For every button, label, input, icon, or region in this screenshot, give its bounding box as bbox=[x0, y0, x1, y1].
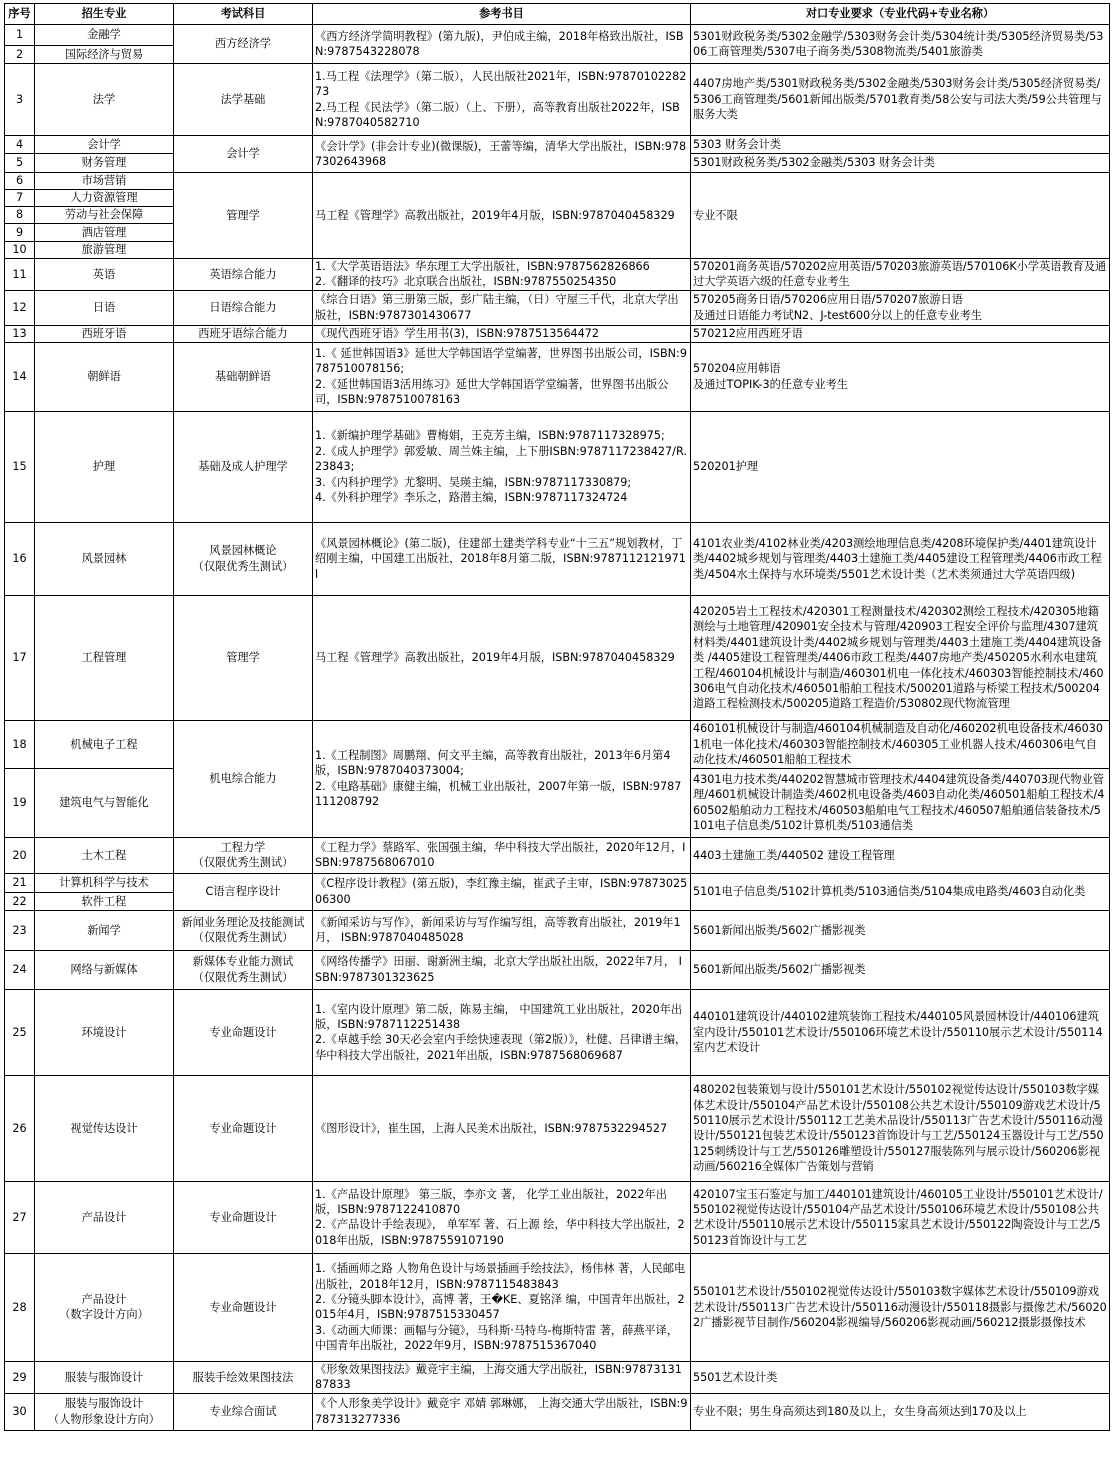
table-body bbox=[5, 25, 1110, 1431]
table-row bbox=[5, 136, 1110, 154]
row-number: 10 bbox=[5, 242, 35, 259]
subject-cell-line: （仅限优秀生测试） bbox=[192, 970, 294, 984]
subject-cell-line: 西方经济学 bbox=[215, 37, 271, 51]
requirement-cell-line: 专业不限；男生身高须达到180及以上，女生身高须达到170及以上 bbox=[693, 1404, 1027, 1418]
books-cell-line: 《现代西班牙语》学生用书(3)，ISBN:9787513564472 bbox=[315, 327, 600, 341]
subject-cell bbox=[174, 290, 313, 325]
row-number: 7 bbox=[5, 190, 35, 207]
table-row bbox=[5, 837, 1110, 873]
row-number: 15 bbox=[5, 411, 35, 522]
major-cell-line: 财务管理 bbox=[81, 156, 127, 170]
subject-cell bbox=[174, 325, 313, 342]
requirement-cell-line: 4301电力技术类/440202智慧城市管理技术/4404建筑设备类/440703现代物业管理/4601机械设计制造类/4602机电设备类/4603自动化类/460501船舶工程技术/460502船舶动力工程技术/460503船舶电气工程技术/460507船舶通信装备技术/5101电子信息类/5102计算机类/5103通信类 bbox=[693, 773, 1105, 833]
subject-cell-line: 专业综合面试 bbox=[209, 1404, 277, 1418]
major-cell bbox=[35, 873, 174, 892]
subject-cell-line: 专业命题设计 bbox=[209, 1210, 277, 1224]
subject-cell bbox=[174, 64, 313, 136]
requirement-cell bbox=[691, 522, 1110, 595]
subject-cell-line: 日语综合能力 bbox=[209, 301, 277, 315]
requirement-cell bbox=[691, 720, 1110, 768]
table-row bbox=[5, 910, 1110, 950]
subject-cell bbox=[174, 1393, 313, 1430]
books-cell-line: 2.《成人护理学》郭爱敏、周兰姝主编，上下册ISBN:9787117238427/R.23843; bbox=[315, 444, 687, 474]
requirement-cell-line: 570205商务日语/570206应用日语/570207旅游日语 bbox=[693, 293, 963, 307]
major-cell-line: 机械电子工程 bbox=[70, 737, 138, 751]
subject-cell-line: 英语综合能力 bbox=[209, 267, 277, 281]
subject-cell-line: 新媒体专业能力测试 bbox=[192, 955, 294, 969]
table-row bbox=[5, 325, 1110, 342]
table-row bbox=[5, 1181, 1110, 1253]
requirement-cell-line: 570201商务英语/570202应用英语/570203旅游英语/570106K小学英语教育及通过大学英语六级的任意专业考生 bbox=[693, 260, 1107, 289]
books-cell-line: 1.《 延世韩国语3》延世大学韩国语学堂编著，世界图书出版公司，ISBN:9787510078156; bbox=[315, 347, 687, 376]
books-cell-line: 1.《新编护理学基础》曹梅娟，王克芳主编，ISBN:9787117328975; bbox=[315, 429, 665, 443]
books-cell-line: 《网络传播学》田丽、谢新洲主编，北京大学出版社出版，2022年7月， ISBN:9787301323625 bbox=[315, 955, 682, 984]
row-number: 18 bbox=[5, 720, 35, 768]
requirement-cell bbox=[691, 910, 1110, 950]
books-cell bbox=[313, 173, 691, 259]
row-number: 30 bbox=[5, 1393, 35, 1430]
row-number: 8 bbox=[5, 207, 35, 224]
row-number: 24 bbox=[5, 950, 35, 989]
row-number: 9 bbox=[5, 224, 35, 242]
row-number: 17 bbox=[5, 595, 35, 720]
subject-cell-line: （仅限优秀生测试） bbox=[192, 856, 294, 870]
subject-cell-line: C语言程序设计 bbox=[205, 885, 281, 899]
requirement-cell-line: 4407房地产类/5301财政税务类/5302金融类/5303财务会计类/5305经济贸易类/5306工商管理类/5601新闻出版类/5701教育类/58公安与司法大类/59公共管理与服务大类 bbox=[693, 77, 1102, 122]
row-number: 27 bbox=[5, 1181, 35, 1253]
books-cell-line: 1.马工程《法理学》（第二版），人民出版社2021年，ISBN:9787010228273 bbox=[315, 69, 687, 99]
books-cell bbox=[313, 136, 691, 173]
subject-cell-line: 专业命题设计 bbox=[209, 1121, 277, 1135]
major-cell bbox=[35, 173, 174, 190]
major-cell-line: 风景园林 bbox=[81, 552, 127, 566]
requirement-cell-line: 专业不限 bbox=[693, 208, 738, 222]
major-cell bbox=[35, 342, 174, 411]
books-cell bbox=[313, 989, 691, 1075]
subject-cell-line: 服装手绘效果图技法 bbox=[192, 1370, 294, 1384]
subject-cell bbox=[174, 173, 313, 259]
major-cell bbox=[35, 207, 174, 224]
requirement-cell bbox=[691, 154, 1110, 173]
subject-cell-line: 工程力学 bbox=[220, 840, 266, 854]
major-cell-line: 新闻学 bbox=[87, 923, 121, 937]
books-cell bbox=[313, 720, 691, 837]
books-cell-line: 3.《内科护理学》尤黎明、吴瑛主编，ISBN:9787117330879; bbox=[315, 475, 632, 489]
major-cell-line: （数字设计方向） bbox=[59, 1308, 149, 1322]
subject-cell bbox=[174, 950, 313, 989]
books-cell-line: 《C程序设计教程》(第五版)，李红豫主编，崔武子主审，ISBN:9787302506300 bbox=[315, 877, 688, 906]
major-cell bbox=[35, 595, 174, 720]
subject-cell-line: 西班牙语综合能力 bbox=[198, 327, 288, 341]
requirement-cell bbox=[691, 136, 1110, 154]
table-row bbox=[5, 522, 1110, 595]
table-row bbox=[5, 25, 1110, 46]
subject-cell bbox=[174, 910, 313, 950]
major-cell bbox=[35, 1393, 174, 1430]
row-number: 28 bbox=[5, 1253, 35, 1361]
books-cell-line: 《西方经济学简明教程》(第九版)，尹伯成主编，2018年格致出版社，ISBN:9787543228078 bbox=[315, 29, 684, 58]
table-row bbox=[5, 64, 1110, 136]
subject-cell-line: 风景园林概论 bbox=[209, 544, 277, 558]
requirement-cell bbox=[691, 64, 1110, 136]
major-cell-line: 建筑电气与智能化 bbox=[59, 796, 149, 810]
books-cell-line: 马工程《管理学》高教出版社，2019年4月版，ISBN:9787040458329 bbox=[315, 208, 675, 222]
books-cell-line: 《工程力学》蔡路军、张国强主编，华中科技大学出版社，2020年12月，ISBN:9787568067010 bbox=[315, 840, 686, 870]
major-cell-line: 软件工程 bbox=[81, 894, 127, 908]
requirement-cell bbox=[691, 1393, 1110, 1430]
books-cell-line: 《个人形象美学设计》戴竞宇 邓婧 郭琳娜， 上海交通大学出版社，ISBN:9787313277336 bbox=[315, 1397, 688, 1426]
subject-cell-line: 基础朝鲜语 bbox=[215, 370, 271, 384]
requirement-cell-line: 550101艺术设计/550102视觉传达设计/550103数字媒体艺术设计/550109游戏艺术设计/550113广告艺术设计/550116动漫设计/550118摄影与摄像艺术/560202广播影视节目制作/560204影视编导/560206影视动画/560212摄影摄像技术 bbox=[693, 1285, 1107, 1330]
books-cell-line: 2.《翻译的技巧》北京联合出版社，ISBN:9787550254350 bbox=[315, 275, 617, 289]
major-cell bbox=[35, 1075, 174, 1181]
books-cell bbox=[313, 522, 691, 595]
table-row bbox=[5, 595, 1110, 720]
row-number: 16 bbox=[5, 522, 35, 595]
major-cell bbox=[35, 837, 174, 873]
major-cell-line: 旅游管理 bbox=[81, 243, 127, 257]
table-row bbox=[5, 1075, 1110, 1181]
requirement-cell-line: 5301财政税务类/5302金融学/5303财务会计类/5304统计类/5305经济贸易类/5306工商管理类/5307电子商务类/5308物流类/5401旅游类 bbox=[693, 29, 1104, 58]
subject-cell bbox=[174, 522, 313, 595]
books-cell bbox=[313, 342, 691, 411]
requirement-cell-line: 5601新闻出版类/5602广播影视类 bbox=[693, 963, 866, 977]
subject-cell-line: 专业命题设计 bbox=[209, 1300, 277, 1314]
header-major: 招生专业 bbox=[35, 4, 174, 25]
row-number: 5 bbox=[5, 154, 35, 173]
books-cell-line: 《新闻采访与写作》，新闻采访与写作编写组，高等教育出版社，2019年1月， ISBN:9787040485028 bbox=[315, 915, 681, 945]
table-header bbox=[5, 4, 1110, 25]
subject-cell-line: （仅限优秀生测试） bbox=[192, 931, 294, 945]
books-cell bbox=[313, 837, 691, 873]
table-row bbox=[5, 259, 1110, 291]
major-cell bbox=[35, 910, 174, 950]
major-cell-line: 劳动与社会保障 bbox=[64, 208, 144, 222]
requirement-cell-line: 及通过TOPIK-3的任意专业考生 bbox=[693, 377, 848, 391]
requirement-cell bbox=[691, 768, 1110, 837]
major-cell-line: 市场营销 bbox=[81, 174, 127, 188]
table-row bbox=[5, 1361, 1110, 1393]
subject-cell-line: 机电综合能力 bbox=[209, 772, 277, 786]
row-number: 22 bbox=[5, 892, 35, 910]
major-cell-line: 人力资源管理 bbox=[70, 191, 138, 205]
requirement-cell bbox=[691, 595, 1110, 720]
major-cell-line: 产品设计 bbox=[81, 1292, 127, 1306]
subject-cell bbox=[174, 136, 313, 173]
requirement-cell-line: 5101电子信息类/5102计算机类/5103通信类/5104集成电路类/4603自动化类 bbox=[693, 885, 1086, 899]
books-cell-line: 《会计学》(非会计专业)(微课版)，王蕾等编，清华大学出版社，ISBN:9787302643968 bbox=[315, 139, 687, 168]
requirement-cell bbox=[691, 1181, 1110, 1253]
requirement-cell bbox=[691, 173, 1110, 259]
books-cell-line: 1.《室内设计原理》第二版，陈易主编， 中国建筑工业出版社，2020年出版，ISBN:9787112251438 bbox=[315, 1002, 683, 1031]
requirement-cell bbox=[691, 1361, 1110, 1393]
requirement-cell-line: 520201护理 bbox=[693, 460, 759, 474]
requirement-cell-line: 460101机械设计与制造/460104机械制造及自动化/460202机电设备技术/460301机电一体化技术/460303智能控制技术/460305工业机器人技术/460306电气自动化技术/460501船舶工程技术 bbox=[693, 722, 1103, 767]
requirement-cell bbox=[691, 1253, 1110, 1361]
table-row bbox=[5, 342, 1110, 411]
requirement-cell-line: 4403土建施工类/440502 建设工程管理 bbox=[693, 848, 895, 862]
row-number: 4 bbox=[5, 136, 35, 154]
requirement-cell-line: 及通过日语能力考试N2、J-test600分以上的任意专业考生 bbox=[693, 308, 983, 322]
row-number: 6 bbox=[5, 173, 35, 190]
major-cell-line: 环境设计 bbox=[81, 1025, 127, 1039]
major-cell bbox=[35, 259, 174, 291]
row-number: 21 bbox=[5, 873, 35, 892]
major-cell-line: 日语 bbox=[92, 301, 116, 315]
subject-cell bbox=[174, 873, 313, 910]
table-row bbox=[5, 411, 1110, 522]
requirement-cell-line: 420205岩土工程技术/420301工程测量技术/420302测绘工程技术/420305地籍测绘与土地管理/420901安全技术与管理/420903工程安全评价与监理/4307建筑材料类/4401建筑设计类/4402城乡规划与管理类/4403土建施工类/4404建筑设备类 /4405建设工程管理类/4406市政工程类/4407房地产类/450205水利水电建筑工程/460104机械设计与制造/460301机电一体化技术/460303智能控制技术/460306电气自动化技术/460501船舶工程技术/500201道路与桥梁工程技术/500204 道路工程检测技术/500205道路工程造价/530802现代物流管理 bbox=[693, 604, 1104, 711]
subject-cell bbox=[174, 595, 313, 720]
requirement-cell bbox=[691, 873, 1110, 910]
books-cell-line: 2.《产品设计手绘表现》， 单军军 著、石上源 绘，华中科技大学出版社，2018年出版，ISBN:9787559107190 bbox=[315, 1218, 685, 1247]
books-cell-line: 《风景园林概论》(第二版)，住建部土建类学科专业“十三五”规划教材，丁绍刚主编，中国建工出版社，2018年8月第二版，ISBN:9787112121971l bbox=[315, 536, 686, 581]
books-cell-line: 《图形设计》，崔生国，上海人民美术出版社，ISBN:9787532294527 bbox=[315, 1121, 668, 1135]
books-cell-line: 马工程《管理学》高教出版社，2019年4月版，ISBN:9787040458329 bbox=[315, 651, 675, 665]
subject-cell bbox=[174, 1075, 313, 1181]
row-number: 26 bbox=[5, 1075, 35, 1181]
table-row bbox=[5, 950, 1110, 989]
major-cell-line: 英语 bbox=[92, 267, 116, 281]
books-cell-line: 2.《分镜头脚本设计》，高博 著，王�KE、夏铭泽 编，中国青年出版社，2015年4月，ISBN:9787515330457 bbox=[315, 1292, 685, 1322]
books-cell-line: 《综合日语》第三册第三版，彭广陆主编，（日）守屋三千代，北京大学出版社，ISBN:9787301430677 bbox=[315, 293, 679, 322]
table-row bbox=[5, 1393, 1110, 1430]
requirement-cell bbox=[691, 411, 1110, 522]
subject-cell bbox=[174, 989, 313, 1075]
subject-cell-line: 基础及成人护理学 bbox=[198, 460, 288, 474]
books-cell bbox=[313, 259, 691, 291]
table-row bbox=[5, 290, 1110, 325]
books-cell-line: 1.《大学英语语法》华东理工大学出版社，ISBN:9787562826866 bbox=[315, 260, 650, 273]
table-row bbox=[5, 173, 1110, 190]
major-cell bbox=[35, 892, 174, 910]
books-cell bbox=[313, 595, 691, 720]
major-cell bbox=[35, 1361, 174, 1393]
subject-cell-line: 管理学 bbox=[226, 651, 260, 665]
books-cell-line: 1.《工程制图》周鹏翔、何文平主编，高等教育出版社，2013年6月第4版，ISBN:9787040373004; bbox=[315, 749, 671, 778]
books-cell bbox=[313, 1393, 691, 1430]
requirement-cell bbox=[691, 259, 1110, 291]
requirement-cell bbox=[691, 25, 1110, 64]
requirement-cell bbox=[691, 1075, 1110, 1181]
header-subject: 考试科目 bbox=[174, 4, 313, 25]
requirement-cell bbox=[691, 950, 1110, 989]
row-number: 20 bbox=[5, 837, 35, 873]
major-cell bbox=[35, 325, 174, 342]
major-cell bbox=[35, 290, 174, 325]
subject-cell bbox=[174, 1253, 313, 1361]
header-requirement: 对口专业要求（专业代码+专业名称） bbox=[691, 4, 1110, 25]
requirement-cell-line: 5601新闻出版类/5602广播影视类 bbox=[693, 923, 866, 937]
subject-cell-line: 专业命题设计 bbox=[209, 1025, 277, 1039]
books-cell-line: 1.《产品设计原理》 第三版，李亦文 著， 化学工业出版社，2022年出版，ISBN:9787122410870 bbox=[315, 1187, 667, 1216]
requirement-cell-line: 420107宝玉石鉴定与加工/440101建筑设计/460105工业设计/550101艺术设计/550102视觉传达设计/550104产品艺术设计/550106环境艺术设计/550108公共艺术设计/550110展示艺术设计/550115家具艺术设计/550122陶瓷设计与工艺/550123首饰设计与工艺 bbox=[693, 1187, 1103, 1247]
books-cell bbox=[313, 64, 691, 136]
subject-cell-line: 新闻业务理论及技能测试 bbox=[181, 915, 305, 929]
row-number: 2 bbox=[5, 46, 35, 64]
table-row bbox=[5, 720, 1110, 768]
table-row bbox=[5, 873, 1110, 892]
books-cell-line: 2.《延世韩国语3活用练习》延世大学韩国语学堂编著，世界图书出版公司，ISBN:9787510078163 bbox=[315, 377, 669, 407]
books-cell-line: 2.《电路基础》康健主编，机械工业出版社，2007年第一版，ISBN:9787111208792 bbox=[315, 779, 682, 809]
books-cell bbox=[313, 873, 691, 910]
major-cell-line: 计算机科学与技术 bbox=[59, 876, 149, 890]
subject-cell bbox=[174, 411, 313, 522]
requirement-cell-line: 570212应用西班牙语 bbox=[693, 327, 803, 341]
major-cell-line: 会计学 bbox=[87, 137, 121, 151]
major-cell-line: 服装与服饰设计 bbox=[64, 1397, 144, 1411]
subject-cell bbox=[174, 1361, 313, 1393]
subject-cell-line: 会计学 bbox=[226, 147, 260, 161]
subject-cell bbox=[174, 837, 313, 873]
subject-cell bbox=[174, 342, 313, 411]
subject-cell bbox=[174, 1181, 313, 1253]
major-cell-line: 西班牙语 bbox=[81, 327, 127, 341]
major-cell bbox=[35, 242, 174, 259]
major-cell bbox=[35, 154, 174, 173]
requirement-cell-line: 4101农业类/4102林业类/4203测绘地理信息类/4208环境保护类/4401建筑设计类/4402城乡规划与管理类/4403土建施工类/4405建设工程管理类/4406市政工程类/4504水土保持与水环境类/5501艺术设计类（艺术类须通过大学英语四级) bbox=[693, 536, 1102, 581]
books-cell-line: 2.马工程《民法学》（第二版）（上、下册），高等教育出版社2022年，ISBN:9787040582710 bbox=[315, 100, 680, 129]
requirement-cell-line: 570204应用韩语 bbox=[693, 362, 781, 376]
requirement-cell-line: 5501艺术设计类 bbox=[693, 1370, 778, 1384]
major-cell bbox=[35, 46, 174, 64]
header-books: 参考书目 bbox=[313, 4, 691, 25]
major-cell bbox=[35, 190, 174, 207]
major-cell bbox=[35, 989, 174, 1075]
requirement-cell-line: 440101建筑设计/440102建筑装饰工程技术/440105风景园林设计/440106建筑室内设计/550101艺术设计/550106环境艺术设计/550110展示艺术设计/550114室内艺术设计 bbox=[693, 1010, 1103, 1055]
major-cell-line: 护理 bbox=[92, 460, 116, 474]
books-cell bbox=[313, 325, 691, 342]
row-number: 14 bbox=[5, 342, 35, 411]
major-cell bbox=[35, 1253, 174, 1361]
requirement-cell bbox=[691, 837, 1110, 873]
header-no: 序号 bbox=[5, 4, 35, 25]
major-cell bbox=[35, 224, 174, 242]
row-number: 3 bbox=[5, 64, 35, 136]
major-cell-line: 酒店管理 bbox=[81, 225, 127, 239]
major-cell bbox=[35, 1181, 174, 1253]
books-cell bbox=[313, 25, 691, 64]
row-number: 11 bbox=[5, 259, 35, 291]
subject-cell-line: 法学基础 bbox=[220, 92, 266, 106]
requirement-cell-line: 5303 财务会计类 bbox=[693, 137, 781, 151]
books-cell bbox=[313, 411, 691, 522]
books-cell-line: 1.《插画师之路 人物角色设计与场景插画手绘技法》，杨伟林 著，人民邮电出版社，2018年12月，ISBN:9787115483843 bbox=[315, 1262, 686, 1291]
books-cell-line: 《形象效果图技法》戴竞宇主编，上海交通大学出版社，ISBN:9787313187833 bbox=[315, 1362, 682, 1392]
books-cell bbox=[313, 910, 691, 950]
row-number: 29 bbox=[5, 1361, 35, 1393]
major-cell-line: 产品设计 bbox=[81, 1210, 127, 1224]
major-cell-line: 朝鲜语 bbox=[87, 370, 121, 384]
requirement-cell-line: 480202包装策划与设计/550101艺术设计/550102视觉传达设计/550103数字媒体艺术设计/550104产品艺术设计/550108公共艺术设计/550109游戏艺术设计/550110展示艺术设计/550112工艺美术品设计/550113广告艺术设计/550116动漫设计/550121包装艺术设计/550123首饰设计与工艺/550124玉器设计与工艺/550125刺绣设计与工艺/550126雕塑设计/550127服装陈列与展示设计/560206影视动画/560216全媒体广告策划与营销 bbox=[693, 1083, 1104, 1174]
major-cell-line: 金融学 bbox=[87, 28, 121, 42]
major-cell-line: 视觉传达设计 bbox=[70, 1121, 138, 1135]
subject-cell bbox=[174, 720, 313, 837]
major-cell-line: 网络与新媒体 bbox=[70, 963, 138, 977]
requirement-cell bbox=[691, 290, 1110, 325]
books-cell bbox=[313, 1361, 691, 1393]
books-cell-line: 4.《外科护理学》李乐之，路潜主编，ISBN:9787117324724 bbox=[315, 490, 628, 504]
major-cell bbox=[35, 136, 174, 154]
books-cell-line: 3.《动画大师课：画幅与分镜》，马科斯·马特乌-梅斯特雷 著，薛燕平译，中国青年出版社，2022年9月，ISBN:9787515367040 bbox=[315, 1323, 679, 1353]
row-number: 13 bbox=[5, 325, 35, 342]
requirement-cell bbox=[691, 342, 1110, 411]
row-number: 12 bbox=[5, 290, 35, 325]
major-cell bbox=[35, 950, 174, 989]
major-cell-line: 工程管理 bbox=[81, 651, 127, 665]
major-cell bbox=[35, 64, 174, 136]
row-number: 1 bbox=[5, 25, 35, 46]
major-cell bbox=[35, 411, 174, 522]
major-cell bbox=[35, 768, 174, 837]
major-cell-line: 国际经济与贸易 bbox=[64, 47, 144, 61]
books-cell bbox=[313, 1181, 691, 1253]
requirement-cell-line: 5301财政税务类/5302金融类/5303 财务会计类 bbox=[693, 156, 935, 170]
table-row bbox=[5, 1253, 1110, 1361]
row-number: 23 bbox=[5, 910, 35, 950]
requirement-cell bbox=[691, 989, 1110, 1075]
books-cell bbox=[313, 290, 691, 325]
books-cell bbox=[313, 1075, 691, 1181]
row-number: 19 bbox=[5, 768, 35, 837]
major-cell-line: 法学 bbox=[92, 92, 116, 106]
major-cell bbox=[35, 522, 174, 595]
major-cell-line: 土木工程 bbox=[81, 848, 127, 862]
subject-cell-line: 管理学 bbox=[226, 208, 260, 222]
major-cell bbox=[35, 25, 174, 46]
subject-cell bbox=[174, 25, 313, 64]
subject-cell-line: （仅限优秀生测试） bbox=[192, 559, 294, 573]
books-cell-line: 2.《卓越手绘 30天必会室内手绘快速表现（第2版）》，杜健、吕律谱主编，华中科技大学出版社，2021年出版，ISBN:9787568069687 bbox=[315, 1033, 687, 1062]
major-cell-line: 服装与服饰设计 bbox=[64, 1370, 144, 1384]
requirement-cell bbox=[691, 325, 1110, 342]
major-cell-line: （人物形象设计方向） bbox=[48, 1412, 160, 1426]
major-cell bbox=[35, 720, 174, 768]
admission-table bbox=[4, 3, 1110, 1431]
table-row bbox=[5, 989, 1110, 1075]
row-number: 25 bbox=[5, 989, 35, 1075]
books-cell bbox=[313, 950, 691, 989]
subject-cell bbox=[174, 259, 313, 291]
books-cell bbox=[313, 1253, 691, 1361]
